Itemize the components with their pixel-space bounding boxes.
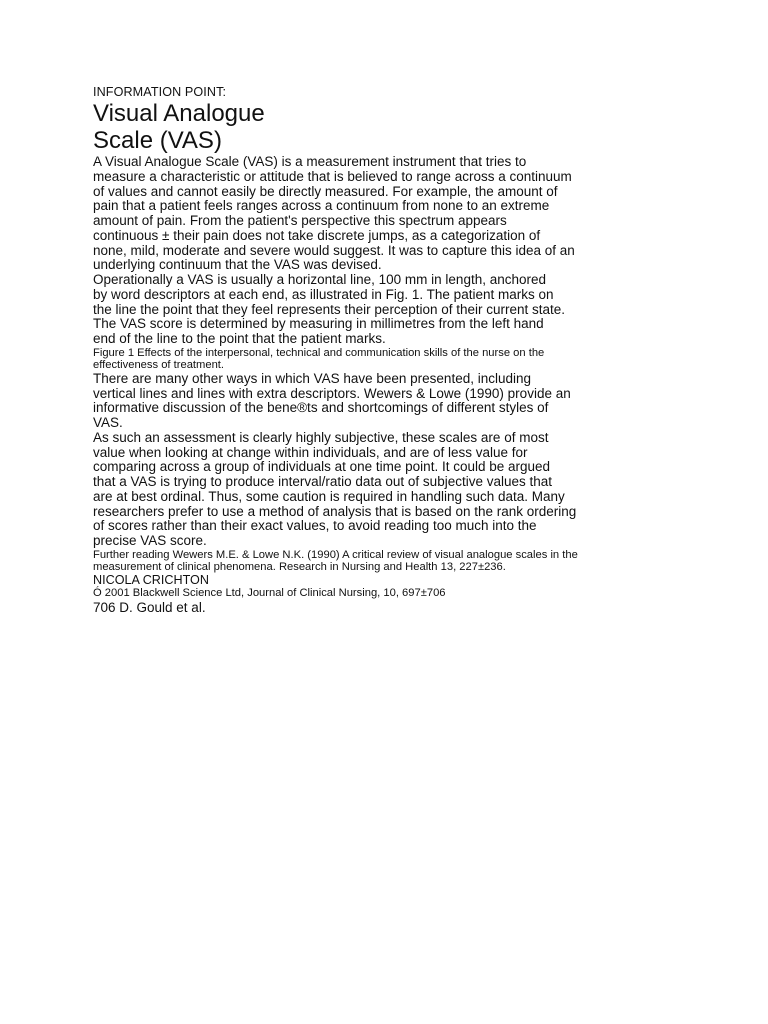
figure-caption	[93, 347, 578, 372]
text-line: Operationally a VAS is usually a horizontal line, 100 mm in length, anchored	[93, 272, 547, 287]
section-label: INFORMATION POINT:	[93, 85, 227, 99]
article-body	[93, 155, 578, 616]
text-line: underlying continuum that the VAS was devised.	[93, 257, 382, 273]
text-line: of values and cannot easily be directly measured. For example, the amount of	[93, 183, 558, 199]
text-line: none, mild, moderate and severe would suggest. It was to capture this idea of an	[93, 242, 575, 258]
text-line: researchers prefer to use a method of analysis that is based on the rank ordering	[93, 503, 577, 519]
text-line: The VAS score is determined by measuring in millimetres from the left hand	[93, 316, 544, 332]
text-line: end of the line to the point that the patient marks.	[93, 331, 386, 346]
caption-line: effectiveness of treatment.	[93, 359, 225, 372]
text-line: A Visual Analogue Scale (VAS) is a measurement instrument that tries to	[93, 154, 527, 169]
title-line: Visual Analogue	[93, 100, 265, 127]
copyright-notice: Ó 2001 Blackwell Science Ltd, Journal of Clinical Nursing, 10, 697±706	[93, 587, 446, 600]
title-line: Scale (VAS)	[93, 127, 222, 154]
paragraph-operational	[93, 273, 578, 347]
text-line: comparing across a group of individuals at one time point. It could be argued	[93, 459, 551, 475]
text-line: pain that a patient feels ranges across a continuum from none to an extreme	[93, 198, 550, 214]
text-line: vertical lines and lines with extra descriptors. Wewers & Lowe (1990) provide an	[93, 385, 571, 401]
further-reading	[93, 549, 578, 574]
paragraph-intro	[93, 155, 578, 273]
text-line: continuous ± their pain does not take discrete jumps, as a categorization of	[93, 227, 541, 243]
text-line: the line the point that they feel represents their perception of their current state.	[93, 301, 566, 317]
text-line: amount of pain. From the patient's perspective this spectrum appears	[93, 213, 507, 228]
reference-line: measurement of clinical phenomena. Research in Nursing and Health 13, 227±236.	[93, 561, 506, 574]
text-line: that a VAS is trying to produce interval/ratio data out of subjective values that	[93, 474, 553, 489]
text-line: There are many other ways in which VAS have been presented, including	[93, 370, 531, 386]
text-line: informative discussion of the bene®ts and shortcomings of different styles of	[93, 400, 549, 416]
text-line: VAS.	[93, 415, 123, 430]
paragraph-subjective	[93, 431, 578, 549]
text-line: As such an assessment is clearly highly subjective, these scales are of most	[93, 429, 549, 445]
paragraph-other-ways	[93, 372, 578, 431]
text-line: of scores rather than their exact values, to avoid reading too much into the	[93, 518, 537, 534]
page-title	[93, 100, 265, 154]
text-line: by word descriptors at each end, as illustrated in Fig. 1. The patient marks on	[93, 286, 554, 302]
text-line: measure a characteristic or attitude that is believed to range across a continuum	[93, 168, 572, 184]
author-name: NICOLA CRICHTON	[93, 572, 209, 587]
text-line: value when looking at change within individuals, and are of less value for	[93, 444, 528, 460]
text-line: are at best ordinal. Thus, some caution is required in handling such data. Many	[93, 488, 565, 504]
page-footer: 706 D. Gould et al.	[93, 599, 206, 615]
caption-line: Figure 1 Effects of the interpersonal, technical and communication skills of the nurse on the	[93, 346, 545, 359]
reference-line: Further reading Wewers M.E. & Lowe N.K. (1990) A critical review of visual analogue scales in the	[93, 548, 578, 561]
text-line: precise VAS score.	[93, 533, 207, 548]
